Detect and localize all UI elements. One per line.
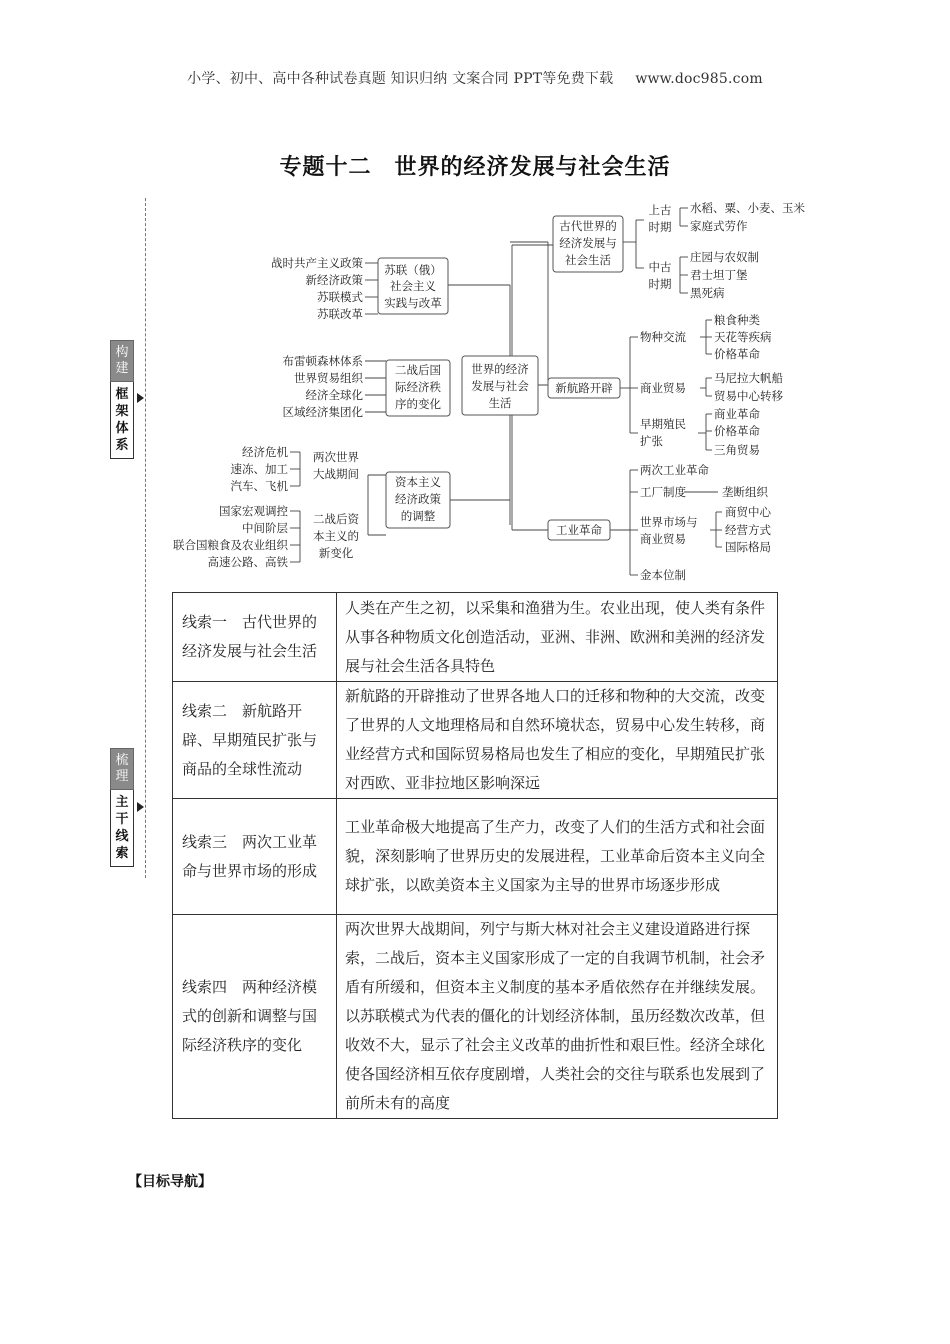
routes-sub1-item: 粮食种类 xyxy=(714,313,760,327)
clue-key: 线索一 古代世界的经济发展与社会生活 xyxy=(173,593,337,682)
ancient-box-line-3: 社会生活 xyxy=(565,253,611,267)
clue-key: 线索三 两次工业革命与世界市场的形成 xyxy=(173,799,337,915)
center-line-2: 发展与社会 xyxy=(471,379,529,393)
ancient-sub1-item: 家庭式劳作 xyxy=(690,219,748,233)
center-line-3: 生活 xyxy=(488,396,512,410)
routes-sub1-item: 价格革命 xyxy=(714,347,760,361)
industrial-item: 两次工业革命 xyxy=(640,463,709,477)
capitalism-box-line-3: 的调整 xyxy=(400,509,436,523)
routes-sub3-item: 商业革命 xyxy=(714,407,760,421)
routes-sub3-line-1: 早期殖民 xyxy=(640,417,686,431)
soviet-box-line-1: 苏联（俄） xyxy=(384,263,442,277)
postwar-capitalism-item: 国家宏观调控 xyxy=(219,504,288,518)
postwar-capitalism-item: 高速公路、高铁 xyxy=(207,555,288,569)
center-line-1: 世界的经济 xyxy=(471,362,529,376)
postwar-item: 经济全球化 xyxy=(305,388,363,402)
clues-table xyxy=(172,592,778,1119)
clue-value: 工业革命极大地提高了生产力，改变了人们的生活方式和社会面貌，深刻影响了世界历史的发展进程，工业革命后资本主义向全球扩张，以欧美资本主义国家为主导的世界市场逐步形成 xyxy=(337,799,778,915)
interwar-item: 汽车、飞机 xyxy=(230,479,288,493)
triangle-right-icon xyxy=(137,802,144,812)
table-row xyxy=(173,593,778,682)
interwar-item: 经济危机 xyxy=(242,445,288,459)
industrial-sub-line-1: 世界市场与 xyxy=(640,515,698,529)
table-row xyxy=(173,799,778,915)
routes-sub3-item: 价格革命 xyxy=(714,424,760,438)
ancient-sub1-line-2: 时期 xyxy=(648,220,672,234)
industrial-item: 垄断组织 xyxy=(722,485,768,499)
ancient-sub1-line-1: 上古 xyxy=(648,203,672,217)
postwar-capitalism-label-line-3: 新变化 xyxy=(318,546,354,560)
ancient-box-line-1: 古代世界的 xyxy=(559,219,617,233)
page-title: 专题十二 世界的经济发展与社会生活 xyxy=(279,155,671,180)
postwar-box-line-2: 际经济秩 xyxy=(395,380,441,394)
side-tab-clues-top: 梳理 xyxy=(110,748,134,790)
table-row xyxy=(173,915,778,1119)
side-tab-clues-bottom: 主干线索 xyxy=(110,790,134,867)
interwar-label-line-1: 两次世界 xyxy=(313,450,359,464)
side-tab-framework-top: 构建 xyxy=(110,340,134,382)
concept-map xyxy=(150,190,820,590)
table-row xyxy=(173,682,778,799)
clue-key: 线索二 新航路开辟、早期殖民扩张与商品的全球性流动 xyxy=(173,682,337,799)
industrial-sub-line-2: 商业贸易 xyxy=(640,532,686,546)
ancient-sub2-item: 黑死病 xyxy=(690,286,725,300)
ancient-box-line-2: 经济发展与 xyxy=(559,236,617,250)
routes-sub1-item: 天花等疾病 xyxy=(714,330,772,344)
soviet-box-line-3: 实践与改革 xyxy=(384,296,442,310)
soviet-item: 苏联改革 xyxy=(317,307,363,321)
ancient-sub2-line-1: 中古 xyxy=(648,260,672,274)
industrial-sub-item: 经营方式 xyxy=(725,523,771,537)
postwar-item: 布雷顿森林体系 xyxy=(282,354,363,368)
clue-value: 人类在产生之初，以采集和渔猎为生。农业出现，使人类有条件从事各种物质文化创造活动，亚洲、非洲、欧洲和美洲的经济发展与社会生活各具特色 xyxy=(337,593,778,682)
capitalism-box-line-1: 资本主义 xyxy=(395,475,441,489)
postwar-capitalism-item: 联合国粮食及农业组织 xyxy=(173,538,288,552)
postwar-capitalism-label-line-2: 本主义的 xyxy=(313,529,359,543)
triangle-right-icon xyxy=(137,393,144,403)
ancient-sub1-item: 水稻、粟、小麦、玉米 xyxy=(690,201,805,215)
page-header xyxy=(0,68,950,88)
side-tab-clues xyxy=(110,748,134,867)
postwar-box-line-1: 二战后国 xyxy=(395,363,441,377)
postwar-item: 区域经济集团化 xyxy=(282,405,363,419)
side-tab-framework-bottom: 框架体系 xyxy=(110,382,134,459)
routes-sub3-line-2: 扩张 xyxy=(640,434,663,448)
target-navigation-heading: 【目标导航】 xyxy=(128,1174,212,1190)
soviet-item: 苏联模式 xyxy=(317,290,363,304)
routes-sub2-item: 贸易中心转移 xyxy=(714,389,783,403)
postwar-box-line-3: 序的变化 xyxy=(395,397,441,411)
interwar-item: 速冻、加工 xyxy=(230,462,288,476)
industrial-revolution-label: 工业革命 xyxy=(556,523,602,537)
routes-sub2-item: 马尼拉大帆船 xyxy=(714,371,783,385)
interwar-label-line-2: 大战期间 xyxy=(313,467,359,481)
new-routes-label: 新航路开辟 xyxy=(555,381,613,395)
soviet-item: 新经济政策 xyxy=(305,273,363,287)
side-tab-framework xyxy=(110,340,134,459)
ancient-sub2-line-2: 时期 xyxy=(648,277,672,291)
postwar-capitalism-label-line-1: 二战后资 xyxy=(313,512,359,526)
routes-sub1-label: 物种交流 xyxy=(640,330,686,344)
section-divider xyxy=(145,198,146,878)
industrial-sub-item: 商贸中心 xyxy=(725,505,771,519)
postwar-item: 世界贸易组织 xyxy=(294,371,363,385)
clue-value: 两次世界大战期间，列宁与斯大林对社会主义建设道路进行探索，二战后，资本主义国家形成了一定的自我调节机制，社会矛盾有所缓和，但资本主义制度的基本矛盾依然存在并继续发展。以苏联模式为代表的僵化的计划经济体制，虽历经数次改革，但收效不大，显示了社会主义改革的曲折性和艰巨性。经济全球化使各国经济相互依存度剧增，人类社会的交往与联系也发展到了前所未有的高度 xyxy=(337,915,778,1119)
industrial-item: 金本位制 xyxy=(640,568,686,582)
header-url[interactable]: www.doc985.com xyxy=(635,71,763,87)
clue-key: 线索四 两种经济模式的创新和调整与国际经济秩序的变化 xyxy=(173,915,337,1119)
industrial-item: 工厂制度 xyxy=(640,485,686,499)
clue-value: 新航路的开辟推动了世界各地人口的迁移和物种的大交流，改变了世界的人文地理格局和自然环境状态，贸易中心发生转移，商业经营方式和国际贸易格局也发生了相应的变化，早期殖民扩张对西欧、亚非拉地区影响深远 xyxy=(337,682,778,799)
ancient-sub2-item: 君士坦丁堡 xyxy=(690,268,748,282)
capitalism-box-line-2: 经济政策 xyxy=(395,492,441,506)
postwar-capitalism-item: 中间阶层 xyxy=(242,521,288,535)
routes-sub2-label: 商业贸易 xyxy=(640,381,686,395)
ancient-sub2-item: 庄园与农奴制 xyxy=(690,250,759,264)
header-text: 小学、初中、高中各种试卷真题 知识归纳 文案合同 PPT等免费下载 xyxy=(187,71,614,87)
industrial-sub-item: 国际格局 xyxy=(725,540,771,554)
soviet-item: 战时共产主义政策 xyxy=(271,256,363,270)
routes-sub3-item: 三角贸易 xyxy=(714,443,760,457)
soviet-box-line-2: 社会主义 xyxy=(390,279,436,293)
